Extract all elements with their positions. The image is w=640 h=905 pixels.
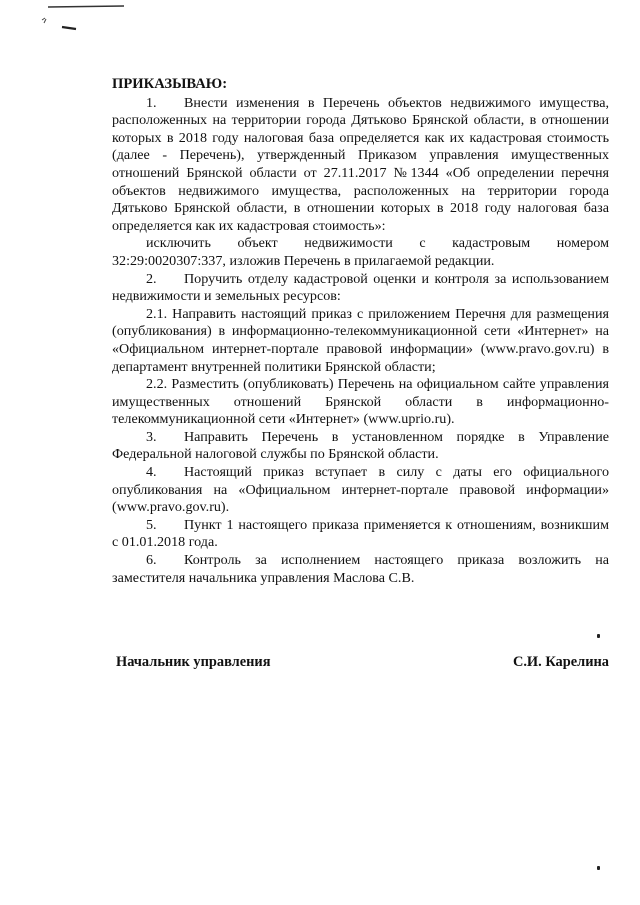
paragraph-2-1 — [112, 306, 609, 376]
paragraph-text: 2.1. Направить настоящий приказ с приложением Перечня для размещения (опубликования) в информационно-телекоммуникационной сети «Интернет» на «Официальном интернет-портале правовой информации» (www.pravo.gov.ru) в департамент внутренней политики Брянской области; — [112, 305, 609, 375]
paragraph-1-sub — [112, 235, 609, 270]
paragraph-number: 3. — [146, 428, 157, 445]
paragraph-text: Направить Перечень в установленном порядке в Управление Федеральной налоговой службы по Брянской области. — [112, 428, 609, 463]
signatory-name: С.И. Карелина — [512, 654, 609, 670]
document-body — [112, 76, 609, 587]
paragraph-text: 2.2. Разместить (опубликовать) Перечень на официальном сайте управления имущественных отношений Брянской области в информационно-телекоммуникационной сети «Интернет» (www.uprio.ru). — [112, 376, 609, 428]
paragraph-text: Внести изменения в Перечень объектов недвижимого имущества, расположенных на территории города Дятьково Брянской области, в отношении которых в 2018 году налоговая база определяется как их кадастровая стоимость (далее - Перечень), утвержденный Приказом управления имущественных отношений Брянской области от 27.11.2017 №1344 «Об определении перечня объектов недвижимого имущества, расположенных на территории города Дятьково Брянской области, в отношении которых в 2018 году налоговая база определяется как их кадастровая стоимость»: — [112, 94, 609, 234]
scan-artifact-mark — [40, 16, 80, 32]
paragraph-1 — [112, 95, 609, 236]
paragraph-4 — [112, 464, 609, 517]
scan-speck — [597, 634, 600, 638]
paragraph-number: 4. — [146, 464, 157, 481]
order-heading: ПРИКАЗЫВАЮ: — [112, 76, 228, 92]
paragraph-5 — [112, 517, 609, 552]
paragraph-6 — [112, 552, 609, 587]
paragraph-text: Пункт 1 настоящего приказа применяется к отношениям, возникшим с 01.01.2018 года. — [112, 516, 609, 551]
paragraph-text: Контроль за исполнением настоящего приказа возложить на заместителя начальника управления Маслова С.В. — [112, 552, 609, 586]
scan-artifact-line — [48, 4, 124, 9]
paragraph-2-2 — [112, 376, 609, 429]
paragraph-text: Поручить отделу кадастровой оценки и контроля за использованием недвижимости и земельных ресурсов: — [112, 270, 609, 305]
paragraph-number: 1. — [146, 94, 157, 111]
signature-block — [116, 654, 609, 671]
paragraph-text: исключить объект недвижимости с кадастровым номером 32:29:0020307:337, изложив Перечень в прилагаемой редакции. — [112, 235, 609, 269]
paragraph-2 — [112, 271, 609, 306]
paragraph-number: 5. — [146, 516, 157, 533]
paragraph-text: Настоящий приказ вступает в силу с даты его официального опубликования на «Официальном интернет-портале правовой информации» (www.pravo.gov.ru). — [112, 464, 609, 516]
scan-speck — [597, 866, 600, 870]
signatory-position: Начальник управления — [116, 654, 271, 670]
paragraph-number: 2. — [146, 270, 157, 287]
paragraph-number: 6. — [146, 552, 157, 569]
paragraph-3 — [112, 429, 609, 464]
